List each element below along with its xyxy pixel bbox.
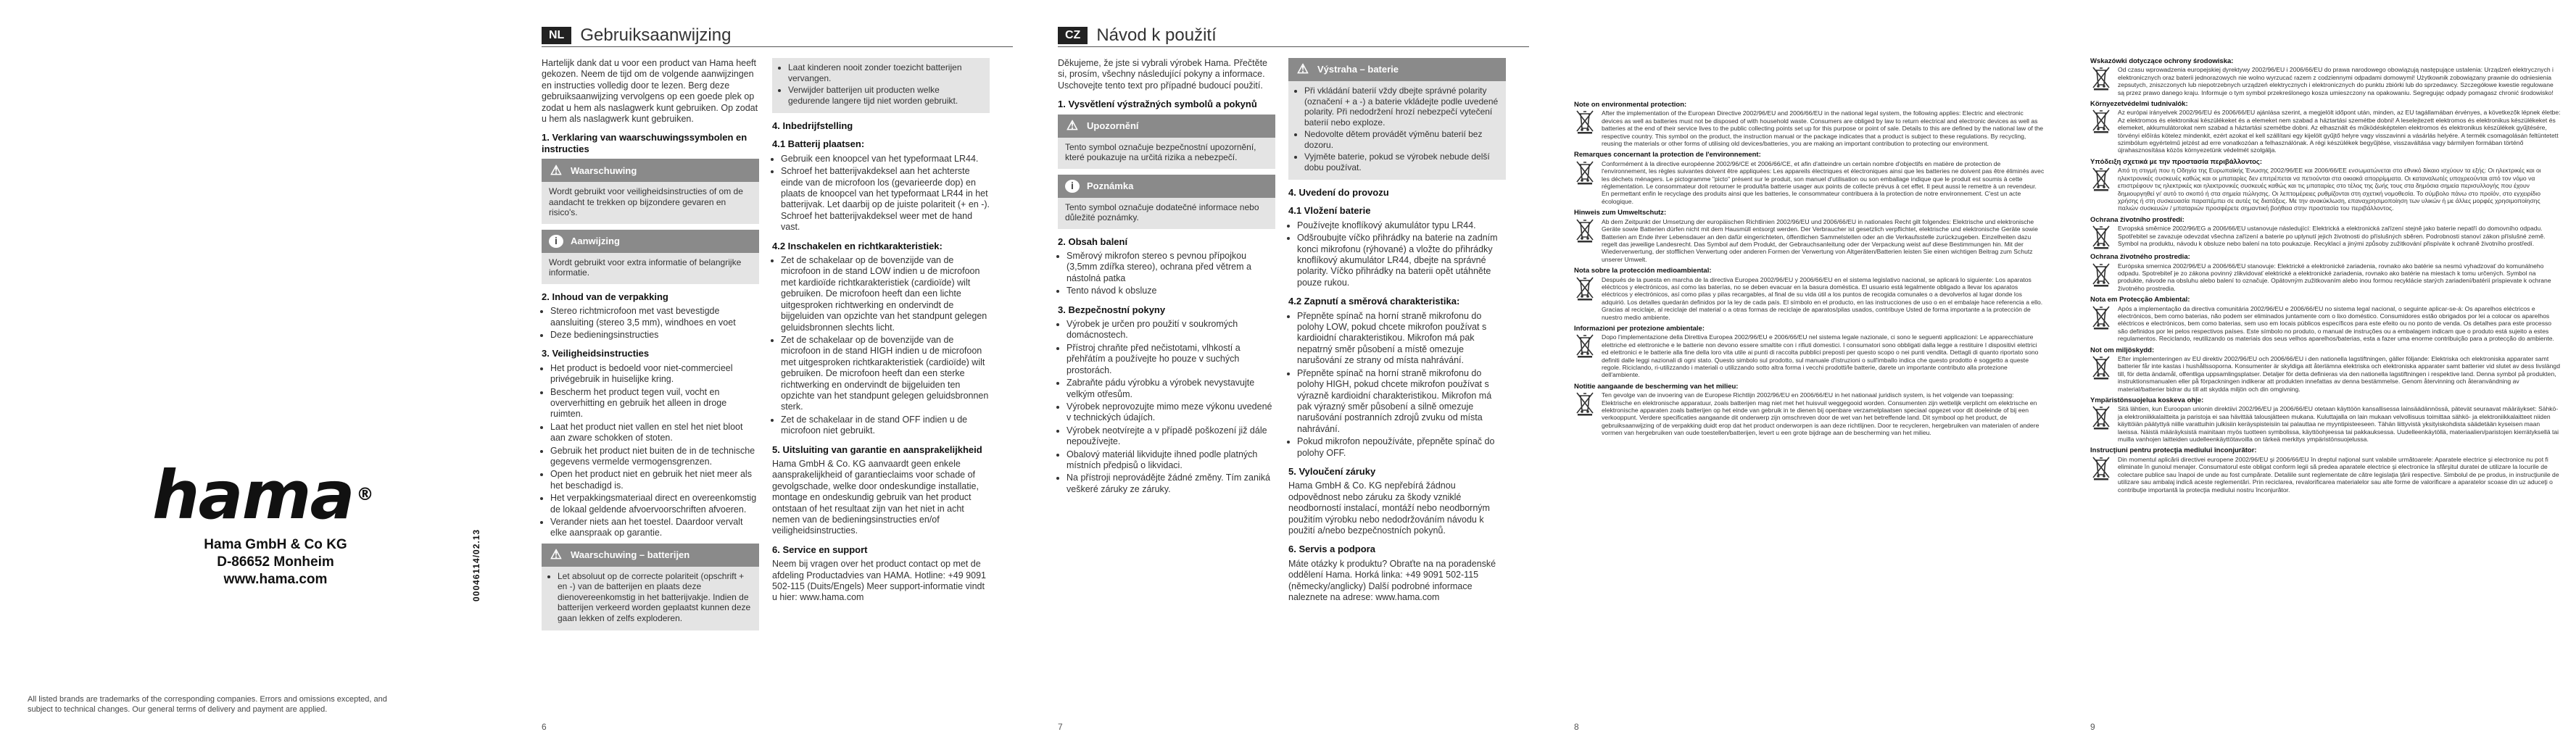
cz-intro: Děkujeme, že jste si vybrali výrobek Hama. Přečtěte si, prosím, všechny následující pokyny a informace. Uschovejte tento text pro případné budoucí použití. <box>1058 58 1267 91</box>
disposal-section: Nota em Protecção Ambiental: Após a implementação da directiva comunitária 2002/96/EU e 2006/66/EU no sistema legal nacional, o seguinte aplicar-se-á: Os aparelhos eléctricos e electrónicos, bem como baterias, não podem ser eliminados juntamente com o lixo doméstico. Consumidores estão obrigados por lei a colocar os aparelhos eléctricos e electrónicos, bem como baterias, sem uso em locais públicos específicos para este efeito ou no ponto de venda. Os detalhes para este processo são definidos por lei pelos respectivos países. Este símbolo no produto, o manual de instruções ou a embalagem indicam que o produto está sujeito a estes regulamentos. Reciclando, reutilizando os materiais dos seus velhos aparelhos/baterias, esta a fazer uma enorme contribuição para a protecção do ambiente. <box>2090 296 2554 343</box>
page-disposal-9 <box>2060 0 2576 745</box>
cz-heading-6: 6. Servis a podpora <box>1288 544 1375 555</box>
page-number: 9 <box>2090 722 2095 732</box>
company-city: D-86652 Monheim <box>217 554 334 570</box>
disposal-section: Ympäristönsuojelua koskeva ohje: Sitä lähtien, kun Euroopan unionin direktiivi 2002/96/EU ja 2006/66/EU otetaan käyttöön kansallisessa lainsäädännössä, pätevät seuraavat määräykset: Sähkö- ja elektroniikkalaitteita ja paristoja ei saa hävittää talousjätteen mukana. Kuluttajalla on lain mukaan velvollisuus toimittaa sähkö- ja elektroniikkalaitteet niiden käyttöiän päätyttyä niille varattuihin julkisiin keräyspisteisiin tai palauttaa ne myyntipisteeseen. Tähän liittyvistä yksityiskohdista säädetään kyseisen maan laeissa. Näistä määräyksistä mainitaan myös tuotteen symbolissa, käyttöohjeessa tai pakkauksessa. Uudelleenkäytöllä, materiaalien/paristojen kierrätyksellä tai muilla vanhojen laitteiden uudelleenkäyttötavoilla on tärkeä merkitys ympäristönsuojelussa. <box>2090 396 2559 444</box>
crossed-bin-icon <box>2090 405 2112 430</box>
company-address <box>181 536 370 588</box>
crossed-bin-icon <box>2090 225 2112 249</box>
crossed-bin-icon <box>1574 109 1596 134</box>
disposal-section: Környezetvédelmi tudnivalók: Az európai irányelvek 2002/96/EU és 2006/66/EU ajánlása szerint, a megjelölt időpont után, minden, az EU tagállamában érvényes, a következők lépnek életbe: Az elektromos és elektronikai készülékeket és a elemeket nem szabad a háztartási szemétbe dobni! A leselejtezett elektromos és elektronikus készülékeket és elemeket, akkumulátorokat nem szabad a háztartási szemétbe dobni. Az elhasznált és működésképtelen elektromos és elektronikus készülékek gyűjtésére, törvényi előírás kötelez mindenkit, ezért azokat el kell szállítani egy kijelölt gyűjtő helyre vagy visszavinni a vásárlás helyére. A termék csomagolásán feltüntetett szimbólum egyértelmű jelzést ad erre vonatkozóan a felhasználónak. A régi készülékek begyűjtése, visszaváltása vagy bármilyen formában történő újrahasznosítása közös környezetünk védelmét szolgálja. <box>2090 100 2561 154</box>
company-name: Hama GmbH & Co KG <box>204 537 347 552</box>
cz-heading-4: 4. Uvedení do provozu <box>1288 187 1389 198</box>
nl-heading-1: 1. Verklaring van waarschuwingssymbolen en instructies <box>542 132 747 154</box>
disposal-section: Informazioni per protezione ambientale: Dopo l'implementazione della Direttiva Europea 2002/96/EU e 2006/66/EU nel sistema legale nazionale, ci sono le seguenti applicazioni: Le apparecchiature elettriche ed elettroniche e le batterie non devono essere smaltite con i rifiuti domestici. I consumatori sono obbligati dalla legge a restituire I dispositivi elettrici ed elettronici e le batterie alla fine della loro vita utile ai punti di raccolta pubblici preposti per questo scopo o nei punti vendita. Dettagli di quanto riportato sono definiti dalle leggi nazionali di ogni stato. Questo simbolo sul prodotto, sul manuale d'istruzioni o sull'imballo indica che questo prodotto è soggetto a queste regole. Riciclando, ri-utilizzando i materiali o utilizzando sotto altra forma i vecchi prodotti/le batterie, darete un importante contributo alla protezione dell'ambiente. <box>1574 324 2039 379</box>
cz-battery-warning-box: ⚠ Výstraha – baterie • Při vkládání baterií vždy dbejte správné polarity (označení + a -) a baterie vkládejte podle uvedené polarity. Při nedodržení hrozí nebezpečí vytečení baterií nebo exploze. • Nedovolte dětem provádět výměnu baterií bez dozoru. • Vyjměte baterie, pokud se výrobek nebude delší dobu používat. <box>1288 58 1506 180</box>
disposal-section: Wskazówki dotyczące ochrony środowiska: Od czasu wprowadzenia europejskiej dyrektywy 2002/96/EU i 2006/66/EU do prawa narodowego obowiązują następujące ustalenia: Urządzeń elektrycznych i elektronicznych oraz baterii jednorazowych nie wolno wyrzucać razem z codziennymi odpadami domowymi! Użytkownik zobowiązany prawnie do odniesienia zepsutych, zniszczonych lub niepotrzebnych urządzeń elektrycznych i elektronicznych do punktu zbiórki lub do sprzedawcy. Szczegółowe kwestie regulowane są przez prawo danego kraju. Informuje o tym symbol przekreślonego kosza umieszczony na opakowaniu. Segregując odpady pomagasz chronić środowisko! <box>2090 57 2554 96</box>
nl-service-text: Neem bij vragen over het product contact op met de afdeling Productadvies van HAMA. Hotline: +49 9091 502-115 (Duits/Engels) Meer support-informatie vindt u hier: www.hama.com <box>772 559 986 603</box>
disposal-section: Ochrana životného prostredia: Európska smernica 2002/96/EU a 2006/66/EU stanovuje: Elektrické a elektronické zariadenia, rovnako ako batérie sa nesmú vyhadzovať do komunálneho odpadu. Spotrebiteľ je zo zákona povinný zlikvidovať elektrické a elektronické zariadenia, rovnako ako batérie na miestach k tomu určených. Symbol na produkte, návode na obsluhu alebo balení to označuje. Opätovným zužitkovaním alebo inou formou recyklácie starých zariadení/batérií prispievate k ochrane životného prostredia. <box>2090 253 2551 292</box>
legal-footnote: All listed brands are trademarks of the corresponding companies. Errors and omissions excepted, and subject to technical changes. Our general terms of delivery and payment are applied. <box>28 695 387 714</box>
disposal-sections-9 <box>2090 58 2561 498</box>
disposal-section: Hinweis zum Umweltschutz: Ab dem Zeitpunkt der Umsetzung der europäischen Richtlinien 2002/96/EU und 2006/66/EU in nationales Recht gilt folgendes: Elektrische und elektronische Geräte sowie Batterien dürfen nicht mit dem Hausmüll entsorgt werden. Der Verbraucher ist gesetzlich verpflichtet, elektrische und elektronische Geräte sowie Batterien am Ende ihrer Lebensdauer an den dafür eingerichteten, öffentlichen Sammelstellen oder an die Verkaufsstelle zurückzugeben. Einzelheiten dazu regelt das jeweilige Landesrecht. Das Symbol auf dem Produkt, der Gebrauchsanleitung oder der Verpackung weist auf diese Bestimmungen hin. Mit der Wiederverwertung, der stofflichen Verwertung oder anderen Formen der Verwertung von Altgeräten/Batterien leisten Sie einen wichtigen Beitrag zum Schutz unserer Umwelt. <box>1574 209 2038 263</box>
cz-package-list: • Směrový mikrofon stereo s pevnou přípojkou (3,5mm zdířka stereo), ochrana před větrem a nástolná patka • Tento návod k obsluze <box>1058 251 1275 297</box>
warning-triangle-icon: ⚠ <box>1296 62 1309 77</box>
cz-heading-1: 1. Vysvětlení výstražných symbolů a pokynů <box>1058 99 1257 110</box>
nl-package-list: • Stereo richtmicrofoon met vast bevestigde aansluiting (stereo 3,5 mm), windhoes en voet • Deze bedieningsinstructies <box>542 306 759 341</box>
crossed-bin-icon <box>1574 218 1596 243</box>
nl-intro: Hartelijk dank dat u voor een product van Hama heeft gekozen. Neem de tijd om de volgende aanwijzingen en instructies volledig door te lezen. Berg deze gebruiksaanwijzing vervolgens op een goede plek op zodat u hem als naslagwerk kunt gebruiken. Op zodat u hem als naslagwerk kunt gebruiken. <box>542 58 758 125</box>
disposal-section: Nota sobre la protección medioambiental: Después de la puesta en marcha de la directiva Europea 2002/96/EU y 2006/66/EU en el sistema legislativo nacional, se aplicará lo siguiente: Los aparatos eléctricos y electrónicos, así como las baterías, no se deben evacuar en la basura doméstica. El usuario está legalmente obligado a llevar los aparatos eléctricos y electrónicos, así como pilas y pilas recargables, al final de su vida útil a los puntos de recogida comunales o a devolverlos al lugar donde los adquirió. Los detalles quedarán definidos por la ley de cada país. El símbolo en el producto, en las instrucciones de uso o en el embalaje hace referencia a ello. Gracias al reciclaje, al reciclaje del material o a otras formas de reciclaje de aparatos/pilas usados, contribuye Usted de forma importante a la protección de nuestro medio ambiente. <box>1574 267 2043 321</box>
cz-heading-2: 2. Obsah balení <box>1058 236 1128 247</box>
warning-triangle-icon: ⚠ <box>1066 117 1079 133</box>
info-icon: i <box>1065 180 1080 193</box>
page-number: 6 <box>542 722 547 732</box>
cz-heading-5: 5. Vyloučení záruky <box>1288 465 1376 477</box>
lang-code-nl: NL <box>542 27 571 44</box>
warning-triangle-icon: ⚠ <box>550 547 563 562</box>
cz-column-1 <box>1058 58 1275 499</box>
nl-battery-warning-continued: • Laat kinderen nooit zonder toezicht batterijen vervangen. • Verwijder batterijen uit producten welke gedurende langere tijd niet worden gebruikt. <box>772 58 990 113</box>
cz-note-box: i Poznámka Tento symbol označuje dodatečné informace nebo důležité poznámky. <box>1058 175 1275 229</box>
crossed-bin-icon <box>2090 109 2112 133</box>
page-title-nl: Gebruiksaanwijzing <box>580 25 732 45</box>
nl-warranty-text: Hama GmbH & Co. KG aanvaardt geen enkele aansprakelijkheid of garantieclaims voor schade of gevolgschade, welke door ondeskundige installatie, montage en ondeskundig gebruik van het product ontstaan of het resultaat zijn van het niet in acht nemen van de bedieningsinstructies en/of veiligheidsinstructies. <box>772 458 979 536</box>
hama-logo: hama ® <box>152 457 373 534</box>
disposal-section: Instrucţiuni pentru protecţia mediului înconjurător: Din momentul aplicării directivei europene 2002/96/EU şi 2006/66/EU în dreptul naţional sunt valabile următoarele: Aparatele electrice şi electronice nu pot fi eliminate în gunoiul menajer. Consumatorul este obligat conform legii să predea aparatele electrice şi electronice la sfârşitul duratei de utilizare la locurile de colectare publice sau înapoi de unde au fost cumpărate. Detaliile sunt reglementate de către legislaţia ţării respective. Simbolul de pe produs, in instrucţiunile de utilizare sau ambalaj indică aceste reglementări. Prin reciclarea, revalorificarea materialelor sau alte forme de valorificare a aparatelor scoase din uz aduceţi o contribuţie importantă la protecţia mediului nostru înconjurător. <box>2090 446 2559 494</box>
crossed-bin-icon <box>2090 355 2112 380</box>
crossed-bin-icon <box>1574 276 1596 301</box>
warning-triangle-icon: ⚠ <box>550 162 563 178</box>
disposal-section: Remarques concernant la protection de l'environnement: Conformément à la directive européenne 2002/96/CE et 2006/66/CE, et afin d'atteindre un certain nombre d'objectifs en matière de protection de l'environnement, les règles suivantes doivent être appliquées: Les appareils électriques et électroniques ainsi que les batteries ne doivent pas être éliminés avec les déchets ménagers. Le pictogramme "picto" présent sur le produit, son manuel d'utilisation ou son emballage indique que le produit est soumis à cette réglementation. Le consommateur doit retourner le produit/la batterie usager aux points de collecte prévus à cet effet. Il peut aussi le remettre à un revendeur. En permettant enfin le recyclage des produits ainsi que les batteries, le consommateur contribuera à la protection de notre environnement. C'est un acte écologique. <box>1574 151 2045 205</box>
cz-warning-box: ⚠ Upozornění Tento symbol označuje bezpečnostní upozornění, které poukazuje na určitá rizika a nebezpečí. <box>1058 115 1275 169</box>
disposal-sections-8 <box>1574 101 2045 441</box>
nl-heading-6: 6. Service en support <box>772 544 868 555</box>
page-number: 8 <box>1574 722 1579 732</box>
crossed-bin-icon <box>2090 66 2112 91</box>
cz-safety-list: • Výrobek je určen pro použití v soukromých domácnostech. • Přístroj chraňte před nečistotami, vlhkostí a přehřátím a používejte ho pouze v suchých prostorách. • Zabraňte pádu výrobku a výrobek nevystavujte velkým otřesům. • Výrobek neprovozujte mimo meze výkonu uvedené v technických údajích. • Výrobek neotvírejte a v případě poškození již dále nepoužívejte. • Obalový materiál likvidujte ihned podle platných místních předpisů o likvidaci. • Na přístroji neprovádějte žádné změny. Tím zaniká veškeré záruky ze záruky. <box>1058 319 1275 495</box>
disposal-section: Note on environmental protection: After the implementation of the European Directive 2002/96/EU and 2006/66/EU in the national legal system, the following applies: Electric and electronic devices as well as batteries must not be disposed of with household waste. Consumers are obliged by law to return electrical and electronic devices as well as batteries at the end of their service lives to the public collecting points set up for this purpose or point of sale. Details to this are defined by the national law of the respective country. This symbol on the product, the instruction manual or the package indicates that a product is subject to these regulations. By recycling, reusing the materials or other forms of utilising old devices/batteries, you are making an important contribution to protecting our environment. <box>1574 101 2044 148</box>
nl-heading-42: 4.2 Inschakelen en richtkarakteristiek: <box>772 240 943 251</box>
cz-heading-42: 4.2 Zapnutí a směrová charakteristika: <box>1288 296 1460 307</box>
crossed-bin-icon <box>2090 305 2112 330</box>
lang-code-cz: CZ <box>1058 27 1088 44</box>
crossed-bin-icon <box>1574 160 1596 185</box>
page-disposal-8 <box>1544 0 2060 745</box>
crossed-bin-icon <box>1574 333 1596 358</box>
cz-heading-3: 3. Bezpečnostní pokyny <box>1058 304 1166 315</box>
nl-battery-insert-list: • Gebruik een knoopcel van het typeformaat LR44. • Schroef het batterijvakdeksel aan het achterste einde van de microfoon los (gevarieerde dop) en plaats de knoopcel van het typeformaat LR44 in het batterijvak. Let daarbij op de juiste polariteit (+ en -). Schroef het batterijvakdeksel weer met de hand vast. <box>772 154 990 233</box>
page-nl <box>511 0 1027 745</box>
cz-heading-41: 4.1 Vložení baterie <box>1288 205 1371 217</box>
crossed-bin-icon <box>2090 167 2112 191</box>
nl-battery-warning-box: ⚠ Waarschuwing – batterijen • Let absoluut op de correcte polariteit (opschrift + en -) van de batterijen en plaats deze dienovereenkomstig in het batterijvakje. Indien de batterijen verkeerd worden geplaatst kunnen deze gaan lekken of zelfs exploderen. <box>542 544 759 631</box>
disposal-section: Ochrana životního prostředí: Evropská směrnice 2002/96/EG a 2006/66/EU ustanovuje následující: Elektrická a elektronická zařízení stejně jako baterie nepatří do domovního odpadu. Spotřebitel se zavazuje odevzdat všechna zařízení a baterie po uplynutí jejich životnosti do příslušných sběren. Podrobnosti stanoví zákon příslušné země. Symbol na produktu, návodu k obsluze nebo balení na toto poukazuje. Recyklací a jinými způsoby zužitkování přispíváte k ochraně životního prostředí. <box>2090 217 2561 249</box>
cz-service-text: Máte otázky k produktu? Obraťte na na poradenské oddělení Hama. Horká linka: +49 9091 502-115 (německy/anglicky) Další podrobné informace naleznete na adrese: www.hama.com <box>1288 558 1496 602</box>
nl-note-box: i Aanwijzing Wordt gebruikt voor extra informatie of belangrijke informatie. <box>542 230 759 284</box>
nl-column-2 <box>772 58 990 608</box>
crossed-bin-icon <box>2090 456 2112 480</box>
section-header-nl <box>542 25 1013 47</box>
cover-page <box>0 0 511 745</box>
nl-heading-41: 4.1 Batterij plaatsen: <box>772 138 865 150</box>
disposal-section: Notitie aangaande de bescherming van het milieu: Ten gevolge van de invoering van de Europese Richtlijn 2002/96/EU en 2006/66/EU in het nationaal juridisch system, is het volgende van toepassing: Elektrische en elektronische apparatuur, zoals batterijen mag niet met het huisvuil weggegooid worden. Consumenten zijn wettelijk verplicht om elektrische en elektronische apparaten zoals batterijen op het einde van gebruik in te dienen bij openbare verzamelplaatsen speciaal opgezet voor dit doeleinde of bij een verkooppunt. Verdere specificaties aangaande dit onderwerp zijn omschreven door de wet van het betreffende land. Dit symbool op het product, de gebruiksaanwijzing of de verpakking duidt erop dat het product onderworpen is aan deze richtlijnen. Door te recycleren, hergebruiken van materialen of andere vormen van hergebruiken van oude toestellen/batterijen, levert u een grote bijdrage aan de bescherming van het milieu. <box>1574 382 2039 437</box>
nl-heading-3: 3. Veiligheidsinstructies <box>542 348 650 359</box>
crossed-bin-icon <box>1574 391 1596 416</box>
nl-heading-4: 4. Inbedrijfstelling <box>772 120 853 131</box>
nl-warning-box: ⚠ Waarschuwing Wordt gebruikt voor veiligheidsinstructies of om de aandacht te trekken op bijzondere gevaren en risico's. <box>542 159 759 224</box>
company-web: www.hama.com <box>223 572 328 587</box>
nl-column-1 <box>542 58 759 636</box>
page-number: 7 <box>1058 722 1063 732</box>
cz-switch-list: • Přepněte spínač na horní straně mikrofonu do polohy LOW, pokud chcete mikrofon používat s kardioidní charakteristikou. Mikrofon má pak nepatrný směr působení a místě omezuje narušování ze strany od místa nahrávání. • Přepněte spínač na horní straně mikrofonu do polohy HIGH, pokud chcete mikrofon používat s výrazně kardioidní charakteristikou. Mikrofon má pak výrazný směr působení a silně omezuje narušování postranních zdrojů zvuku od místa nahrávání. • Pokud mikrofon nepoužíváte, přepněte spínač do polohy OFF. <box>1288 311 1506 459</box>
disposal-section: Not om miljöskydd: Efter implementeringen av EU direktiv 2002/96/EU och 2006/66/EU i den nationella lagstiftningen, gäller följande: Elektriska och elektroniska apparater samt batterier får inte kastas i hushållssoporna. Konsumenter är skyldiga att återlämna elektriska och elektroniska apparater samt batterier vid slutet av dess livslängd till, för detta ändamål, offentliga uppsamlingsplatser. Detaljer för detta definieras via den nationella lagstiftningen i respektive land. Denna symbol på produkten, instruktionsmanualen eller på förpackningen indikerar att produkten innefattas av denna bestämmelse. Genom återvinning och återanvändning av material/batterier bidrar du till att skydda miljön och din omgivning. <box>2090 346 2560 393</box>
disposal-section: Υπόδειξη σχετικά με την προστασία περιβάλλοντος: Από τη στιγμή που η Οδηγία της Ευρωπαϊκής Ένωσης 2002/96/ΕΕ και 2006/66/ΕΕ ενσωματώνεται στο εθνικό δίκαιο ισχύουν τα εξής: Οι ηλεκτρικές και οι ηλεκτρονικές συσκευές καθώς και οι μπαταρίες δεν επιτρέπεται να πετιούνται στα οικιακά απορρίμματα. Οι καταναλωτές υποχρεούνται από τον νόμο να επιστρέφουν τις ηλεκτρικές και ηλεκτρονικές συσκευές καθώς και τις μπαταρίες στο τέλος της ζωής τους στα δημόσια σημεία περισυλλογής που έχουν δημιουργηθεί γι' αυτό το σκοπό ή στα σημεία πώλησης. Οι λεπτομέρειες ρυθμίζονται στη σχετική νομοθεσία. Το σύμβολο πάνω στο προϊόν, στο εγχειρίδιο χρήσης ή στη συσκευασία παραπέμπει σε αυτές τις διατάξεις. Με την ανακύκλωση, επαναχρησιμοποίηση των υλικών ή με άλλες μορφές χρησιμοποίησης παλιών συσκευών / μπαταριών προσφέρετε σημαντική βοήθεια στην προστασία του περιβάλλοντος. <box>2090 157 2541 212</box>
info-icon: i <box>549 235 563 248</box>
section-header-cz <box>1058 25 1529 47</box>
nl-heading-5: 5. Uitsluiting van garantie en aansprakelijkheid <box>772 444 982 455</box>
page-title-cz: Návod k použití <box>1096 25 1217 45</box>
nl-switch-list: • Zet de schakelaar op de bovenzijde van de microfoon in de stand LOW indien u de microfoon met kardioïde richtkarakteristiek (cardioïde) wilt gebruiken. De microfoon heeft dan een lichte uitgesproken richtwerking en ondervindt de bijgeluiden van opzichte van het standpunt gelegen geluidsbronnen slechts licht. • Zet de schakelaar op de bovenzijde van de microfoon in de stand HIGH indien u de microfoon met uitgesproken richtkarakteristiek (cardioïde) wilt gebruiken. De microfoon heeft dan een sterke richtwerking en ondervindt de bijgeluiden ten opzichte van het standpunt gelegen geluidsbronnen sterk. • Zet de schakelaar in de stand OFF indien u de microfoon niet gebruikt. <box>772 255 990 437</box>
nl-heading-2: 2. Inhoud van de verpakking <box>542 291 668 302</box>
page-cz <box>1027 0 1544 745</box>
cz-battery-insert-list: • Používejte knoflíkový akumulátor typu LR44. • Odšroubujte víčko přihrádky na baterie na zadním konci mikrofonu (rýhované) a vložte do přihrádky knoflíkový akumulátor LR44, dbejte na správné polarity. Víčko přihrádky na baterii opět utáhněte pouze rukou. <box>1288 220 1506 288</box>
article-code: 00046114/02.13 <box>471 528 481 602</box>
cz-warranty-text: Hama GmbH & Co. KG nepřebírá žádnou odpovědnost nebo záruku za škody vzniklé neodborností instalací, montáží nebo neodborným použitím výrobku nebo nedodržováním návodu k použití a/nebo bezpečnostních pokynů. <box>1288 480 1490 536</box>
nl-safety-list: • Het product is bedoeld voor niet-commercieel privégebruik in huiselijke kring. • Bescherm het product tegen vuil, vocht en oververhitting en gebruik het alleen in droge ruimten. • Laat het product niet vallen en stel het niet bloot aan zware schokken of stoten. • Gebruik het product niet buiten de in de technische gegevens vermelde vermogensgrenzen. • Open het product niet en gebruik het niet meer als het beschadigd is. • Het verpakkingsmateriaal direct en overeenkomstig de lokaal geldende afvoervoorschriften afvoeren. • Verander niets aan het toestel. Daardoor vervalt elke aanspraak op garantie. <box>542 363 759 539</box>
cz-column-2 <box>1288 58 1506 607</box>
crossed-bin-icon <box>2090 262 2112 287</box>
